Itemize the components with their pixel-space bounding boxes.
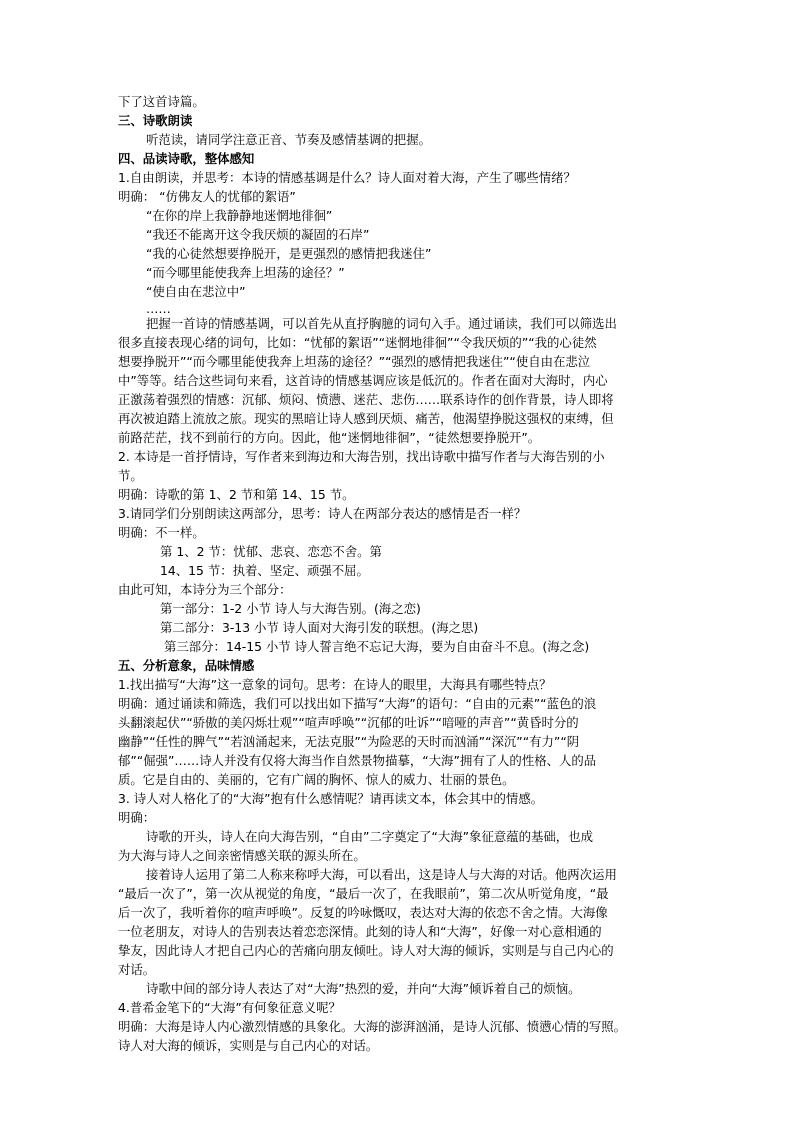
paragraph-line: 正激荡着强烈的情感：沉郁、烦闷、愤懑、迷茫、悲伤……联系诗作的创作背景，诗人即将 [118, 392, 614, 407]
question-line: 1.找出描写“大海”这一意象的词句。思考：在诗人的眼里，大海具有哪些特点？ [118, 677, 552, 692]
answer-line: 明确： “仿佛友人的忧郁的絮语” [118, 189, 296, 204]
quote-line: “而今哪里能使我奔上坦荡的途径？” [146, 265, 345, 280]
paragraph-line: 后一次了，我听着你的喧声呼唤”。反复的吟咏慨叹，表达对大海的依恋不舍之情。大海像 [118, 905, 608, 920]
paragraph-line: “最后一次了”，第一次从视觉的角度，“最后一次了，在我眼前”，第二次从听觉角度，“最 [118, 886, 609, 901]
paragraph-line: 诗歌的开头，诗人在向大海告别，“自由”二字奠定了“大海”象征意蕴的基础，也成 [146, 829, 593, 844]
paragraph-line: 为大海与诗人之间亲密情感关联的源头所在。 [118, 848, 366, 863]
question-line: 4.普希金笔下的“大海”有何象征意义呢？ [118, 1000, 341, 1015]
paragraph-line: 前路茫茫，找不到前行的方向。因此，他“迷惘地徘徊”，“徒然想要挣脱开”。 [118, 430, 541, 445]
paragraph-line: 幽静”“任性的脾气”“若汹涌起来，无法克服”“为险恶的天时而汹涌”“深沉”“有力”“阴 [118, 734, 580, 749]
text-line: 第二部分：3-13 小节 诗人面对大海引发的联想。(海之思) [160, 620, 479, 635]
question-line: 2. 本诗是一首抒情诗，写作者来到海边和大海告别，找出诗歌中描写作者与大海告别的小 [118, 449, 605, 464]
paragraph-line: 很多直接表现心绪的词句，比如：“忧郁的絮语”“迷惘地徘徊”“令我厌烦的”“我的心徒然 [118, 335, 597, 350]
question-line: 节。 [118, 468, 143, 483]
text-line: 听范读，请同学注意正音、节奏及感情基调的把握。 [146, 132, 431, 147]
answer-line: 明确：诗歌的第 1、2 节和第 14、15 节。 [118, 487, 355, 502]
paragraph-line: 头翻滚起伏”“骄傲的美闪烁壮观”“喧声呼唤”“沉郁的吐诉”“喑哑的声音”“黄昏时分的 [118, 715, 579, 730]
paragraph-line: 接着诗人运用了第二人称来称呼大海，可以看出，这是诗人与大海的对话。他两次运用 [146, 867, 617, 882]
text-line: 由此可知，本诗分为三个部分： [118, 582, 292, 597]
paragraph-line: 再次被迫踏上流放之旅。现实的黑暗让诗人感到厌烦、痛苦，他渴望挣脱这强权的束缚，但 [118, 411, 614, 426]
ellipsis-line: …… [146, 301, 171, 316]
quote-line: “我还不能离开这令我厌烦的凝固的石岸” [146, 227, 370, 242]
paragraph-line: 中”等等。结合这些词句来看，这首诗的情感基调应该是低沉的。作者在面对大海时，内心 [118, 373, 608, 388]
section-heading: 四、品读诗歌，整体感知 [118, 151, 255, 166]
text-line: 14、15 节：执着、坚定、顽强不屈。 [160, 563, 369, 578]
text-line: 第一部分：1-2 小节 诗人与大海告别。(海之恋) [160, 601, 421, 616]
paragraph-line: 质。它是自由的、美丽的，它有广阔的胸怀、惊人的威力、壮丽的景色。 [118, 772, 515, 787]
text-line: 下了这首诗篇。 [118, 94, 205, 109]
answer-line: 诗人对大海的倾诉，实则是与自己内心的对话。 [118, 1038, 379, 1053]
quote-line: “我的心徒然想要挣脱开，是更强烈的感情把我迷住” [146, 246, 432, 261]
text-line: 第 1、2 节：忧郁、悲哀、恋恋不舍。第 [160, 544, 382, 559]
question-line: 3.请同学们分别朗读这两部分，思考：诗人在两部分表达的感情是否一样？ [118, 506, 527, 521]
paragraph-line: 想要挣脱开”“而今哪里能使我奔上坦荡的途径？”“强烈的感情把我迷住”“使自由在悲泣 [118, 354, 591, 369]
answer-line: 明确：通过诵读和筛选，我们可以找出如下描写“大海”的语句：“自由的元素”“蓝色的浪 [118, 696, 597, 711]
question-line: 3. 诗人对人格化了的“大海”抱有什么感情呢？请再读文本，体会其中的情感。 [118, 791, 544, 806]
quote-line: “使自由在悲泣中” [146, 284, 246, 299]
section-heading: 三、诗歌朗读 [118, 113, 193, 128]
section-heading: 五、分析意象，品味情感 [118, 658, 255, 673]
paragraph-line: 诗歌中间的部分诗人表达了对“大海”热烈的爱，并向“大海”倾诉着自己的烦恼。 [146, 981, 581, 996]
text-line: 第三部分：14-15 小节 诗人誓言绝不忘记大海，要为自由奋斗不息。(海之念) [164, 639, 590, 654]
quote-line: “在你的岸上我静静地迷惘地徘徊” [146, 208, 333, 223]
answer-line: 明确：不一样。 [118, 525, 205, 540]
paragraph-line: 一位老朋友，对诗人的告别表达着恋恋深情。此刻的诗人和“大海”，好像一对心意相通的 [118, 924, 602, 939]
question-line: 1.自由朗读，并思考：本诗的情感基调是什么？诗人面对着大海，产生了哪些情绪？ [118, 170, 576, 185]
answer-line: 明确：大海是诗人内心激烈情感的具象化。大海的澎湃汹涌，是诗人沉郁、愤懑心情的写照。 [118, 1019, 627, 1034]
paragraph-line: 挚友，因此诗人才把自己内心的苦痛向朋友倾吐。诗人对大海的倾诉，实则是与自己内心的 [118, 943, 614, 958]
paragraph-line: 郁”“倔强”……诗人并没有仅将大海当作自然景物描摹，“大海”拥有了人的性格、人的品 [118, 753, 597, 768]
answer-line: 明确： [118, 810, 156, 825]
paragraph-line: 对话。 [118, 962, 156, 977]
paragraph-line: 把握一首诗的情感基调，可以首先从直抒胸臆的词句入手。通过诵读，我们可以筛选出 [146, 316, 617, 331]
